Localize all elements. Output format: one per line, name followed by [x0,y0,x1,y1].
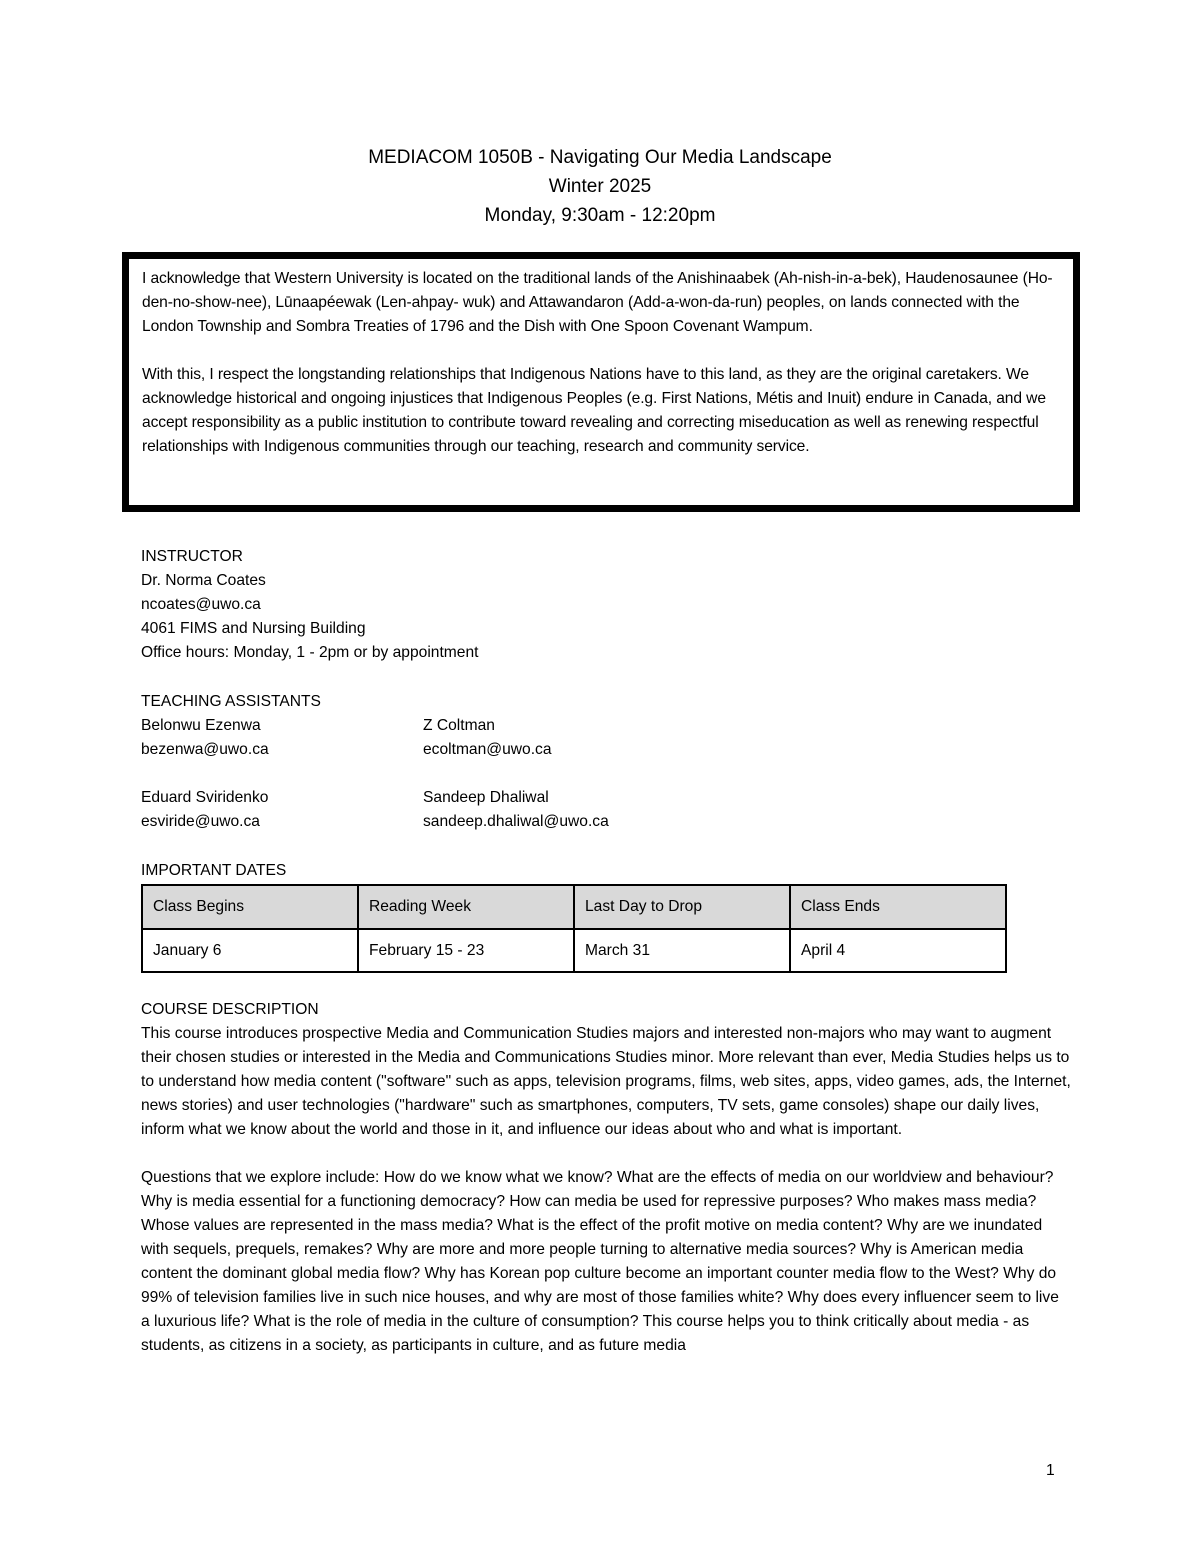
instructor-email[interactable]: ncoates@uwo.ca [141,596,261,613]
course-description-section [141,998,1071,1358]
ta-email[interactable]: bezenwa@uwo.ca [141,741,269,758]
ta-name: Eduard Sviridenko [141,789,269,806]
table-header-row [142,885,1006,929]
teaching-assistants-section [141,690,705,834]
course-header [0,143,1200,230]
ta-name: Sandeep Dhaliwal [423,789,549,806]
table-row [142,929,1006,972]
course-title: MEDIACOM 1050B - Navigating Our Media Landscape [368,147,832,168]
table-header-cell: Class Begins [142,885,358,929]
course-description-paragraph-2: Questions that we explore include: How do we know what we know? What are the effects of media on our worldview and behaviour? Why is media essential for a functioning democracy? How can media be used for repressive purposes? Who makes mass media? Whose values are represented in the mass media? What is the effect of the profit motive on media content? Why are we inundated with sequels, prequels, remakes? Why are more and more people turning to alternative media sources? Why is American media content the dominant global media flow? Why has Korean pop culture become an important counter media flow to the West? Why do 99% of television families live in such nice houses, and why are most of those families white? Why does every influencer seem to live a luxurious life? What is the role of media in the culture of consumption? This course helps you to think critically about media - as students, as citizens in a society, as participants in culture, and as future media [141,1169,1059,1354]
ta-name: Z Coltman [423,717,495,734]
course-schedule: Monday, 9:30am - 12:20pm [484,205,716,226]
land-acknowledgement-paragraph-1: I acknowledge that Western University is located on the traditional lands of the Anishinaabek (Ah-nish-in-a-bek), Haudenosaunee (Ho-den-no-show-nee), Lūnaapéewak (Len-ahpay- wuk) and Attawandaron (Add-a-won-da-run) peoples, on lands connected with the London Township and Sombra Treaties of 1796 and the Dish with One Spoon Covenant Wampum. [142,270,1053,335]
course-term: Winter 2025 [548,176,652,197]
page-number: 1 [1046,1462,1055,1479]
ta-name: Belonwu Ezenwa [141,717,261,734]
land-acknowledgement-box [122,252,1080,512]
table-cell: January 6 [142,929,358,972]
table-header-cell: Class Ends [790,885,1006,929]
important-dates-table [141,884,1007,973]
course-description-heading: COURSE DESCRIPTION [141,1001,319,1018]
table-cell: April 4 [790,929,1006,972]
course-description-paragraph-1: This course introduces prospective Media and Communication Studies majors and interested non-majors who may want to augment their chosen studies or interested in the Media and Communications Studies minor. More relevant than ever, Media Studies helps us to to understand how media content ("software" such as apps, television programs, films, web sites, apps, video games, ads, the Internet, news stories) and user technologies ("hardware" such as smartphones, computers, TV sets, game consoles) shape our daily lives, inform what we know about the world and those in it, and influence our ideas about who and what is important. [141,1025,1071,1138]
ta-email[interactable]: sandeep.dhaliwal@uwo.ca [423,813,609,830]
table-cell: March 31 [574,929,790,972]
instructor-name: Dr. Norma Coates [141,572,266,589]
instructor-heading: INSTRUCTOR [141,548,243,565]
teaching-assistants-heading: TEACHING ASSISTANTS [141,693,321,710]
land-acknowledgement-paragraph-2: With this, I respect the longstanding relationships that Indigenous Nations have to this land, as they are the original caretakers. We acknowledge historical and ongoing injustices that Indigenous Peoples (e.g. First Nations, Métis and Inuit) endure in Canada, and we accept responsibility as a public institution to contribute toward revealing and correcting miseducation as well as renewing respectful relationships with Indigenous communities through our teaching, research and community service. [142,366,1046,455]
ta-email[interactable]: esviride@uwo.ca [141,813,260,830]
instructor-section [141,545,1071,665]
table-header-cell: Reading Week [358,885,574,929]
table-cell: February 15 - 23 [358,929,574,972]
instructor-office-hours: Office hours: Monday, 1 - 2pm or by appointment [141,644,479,661]
important-dates-heading: IMPORTANT DATES [141,862,287,879]
ta-email[interactable]: ecoltman@uwo.ca [423,741,552,758]
instructor-office: 4061 FIMS and Nursing Building [141,620,366,637]
table-header-cell: Last Day to Drop [574,885,790,929]
